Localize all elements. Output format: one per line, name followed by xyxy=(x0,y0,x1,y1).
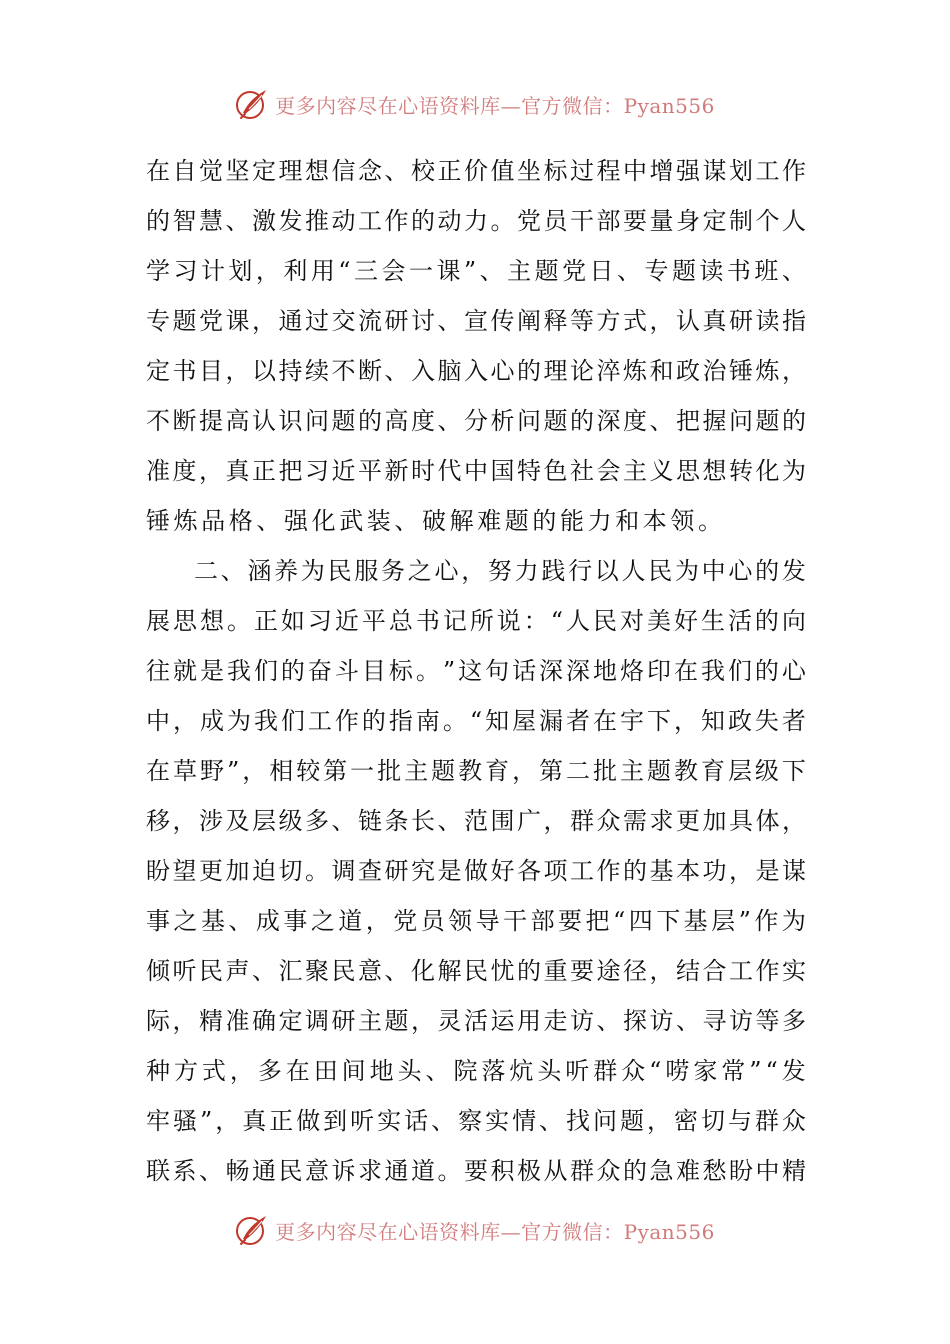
document-body xyxy=(146,146,806,1196)
text-line: 专 题 党 课 ， 通 过 交 流 研 讨 、 宣 传 阐 释 等 方 式 ， 认 真 研 读 指 xyxy=(146,307,806,335)
text-line: 牢 骚 ” ， 真 正 做 到 听 实 话 、 察 实 情 、 找 问 题 ， 密 切 与 群 众 xyxy=(146,1107,806,1135)
text-line: 盼 望 更 加 迫 切 。 调 查 研 究 是 做 好 各 项 工 作 的 基 本 功 ， 是 谋 xyxy=(146,857,806,885)
text-line: 联 系 、 畅 通 民 意 诉 求 通 道 。 要 积 极 从 群 众 的 急 难 愁 盼 中 精 xyxy=(146,1157,806,1185)
text-line: 锤炼品格、强化武装、破解难题的能力和本领。 xyxy=(146,507,726,535)
quill-pen-logo-icon xyxy=(235,1213,269,1247)
text-line: 种 方 式 ， 多 在 田 间 地 头 、 院 落 炕 头 听 群 众 “ 唠 家 常 ” “ 发 xyxy=(146,1057,806,1085)
text-line: 不 断 提 高 认 识 问 题 的 高 度 、 分 析 问 题 的 深 度 、 把 握 问 题 的 xyxy=(146,407,806,435)
text-line: 的 智 慧 、 激 发 推 动 工 作 的 动 力 。 党 员 干 部 要 量 身 定 制 个 人 xyxy=(146,207,806,235)
header-banner-text: 更多内容尽在心语资料库—官方微信：Pyan556 xyxy=(275,93,715,118)
text-line: 在 自 觉 坚 定 理 想 信 念 、 校 正 价 值 坐 标 过 程 中 增 强 谋 划 工 作 xyxy=(146,157,806,185)
text-line: 二 、 涵 养 为 民 服 务 之 心 ， 努 力 践 行 以 人 民 为 中 心 的 发 xyxy=(194,557,806,585)
header-banner xyxy=(0,82,950,126)
text-line: 移 ， 涉 及 层 级 多 、 链 条 长 、 范 围 广 ， 群 众 需 求 更 加 具 体 ， xyxy=(146,807,806,835)
text-line: 事 之 基 、 成 事 之 道 ， 党 员 领 导 干 部 要 把 “ 四 下 基 层 ” 作 为 xyxy=(146,907,806,935)
text-line: 准 度 ， 真 正 把 习 近 平 新 时 代 中 国 特 色 社 会 主 义 思 想 转 化 为 xyxy=(146,457,806,485)
footer-banner-text: 更多内容尽在心语资料库—官方微信：Pyan556 xyxy=(275,1219,715,1244)
text-line: 倾 听 民 声 、 汇 聚 民 意 、 化 解 民 忧 的 重 要 途 径 ， 结 合 工 作 实 xyxy=(146,957,806,985)
text-line: 往 就 是 我 们 的 奋 斗 目 标 。 ” 这 句 话 深 深 地 烙 印 在 我 们 的 心 xyxy=(146,657,806,685)
quill-pen-logo-icon xyxy=(235,87,269,121)
text-line: 学 习 计 划 ， 利 用 “ 三 会 一 课 ” 、 主 题 党 日 、 专 题 读 书 班 、 xyxy=(146,257,806,285)
text-line: 展 思 想 。 正 如 习 近 平 总 书 记 所 说 ： “ 人 民 对 美 好 生 活 的 向 xyxy=(146,607,806,635)
footer-banner xyxy=(0,1208,950,1252)
text-line: 定 书 目 ， 以 持 续 不 断 、 入 脑 入 心 的 理 论 淬 炼 和 政 治 锤 炼 ， xyxy=(146,357,806,385)
text-line: 际 ， 精 准 确 定 调 研 主 题 ， 灵 活 运 用 走 访 、 探 访 、 寻 访 等 多 xyxy=(146,1007,806,1035)
text-line: 在 草 野 ” ， 相 较 第 一 批 主 题 教 育 ， 第 二 批 主 题 教 育 层 级 下 xyxy=(146,757,806,785)
text-line: 中 ， 成 为 我 们 工 作 的 指 南 。 “ 知 屋 漏 者 在 宇 下 ， 知 政 失 者 xyxy=(146,707,806,735)
